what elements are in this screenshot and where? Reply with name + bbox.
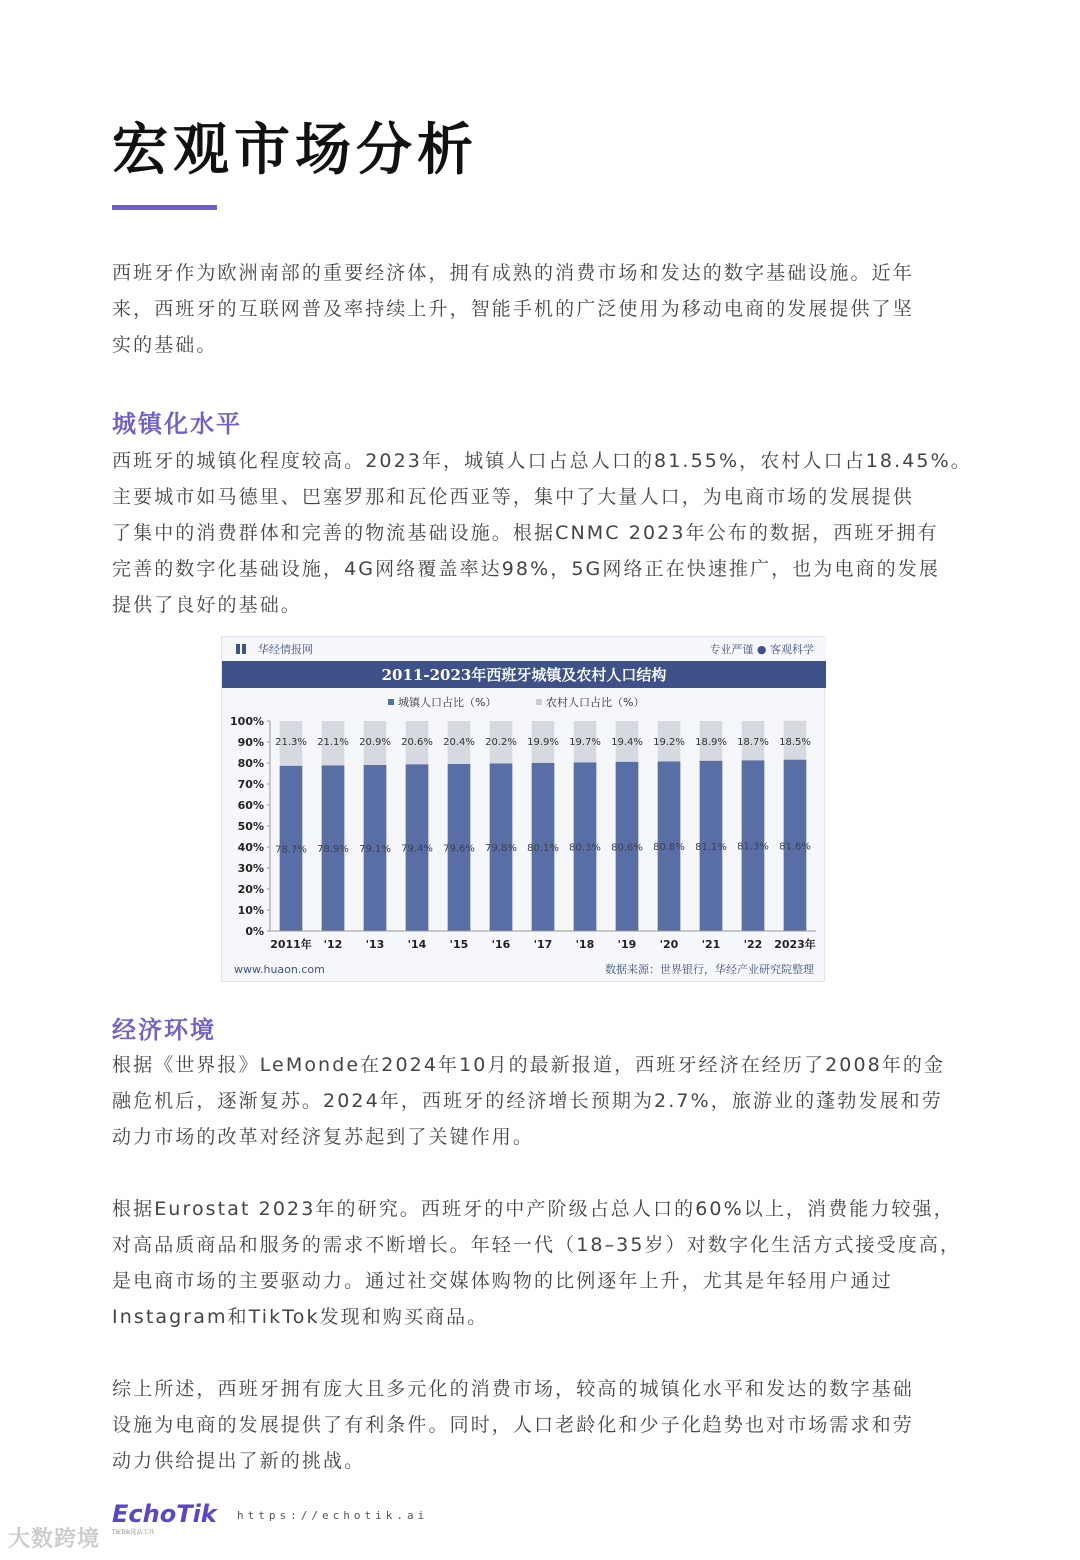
x-tick-label: 2011年 [270,938,312,951]
data-label-rural: 19.4% [611,737,643,748]
y-tick-label: 40% [237,841,264,854]
data-label-urban: 80.6% [611,842,643,854]
chart-tagline: 专业严谨 ● 客观科学 [709,643,814,656]
brand-logo-icon [236,644,240,654]
x-tick-label: '15 [449,938,469,951]
data-label-urban: 79.8% [485,843,517,855]
intro-paragraph: 西班牙作为欧洲南部的重要经济体，拥有成熟的消费市场和发达的数字基础设施。近年 来，西班牙的互联网普及率持续上升，智能手机的广泛使用为移动电商的发展提供了坚 实的基础。 [112,262,914,356]
page-title: 宏观市场分析 [112,117,478,183]
urbanization-paragraph: 西班牙的城镇化程度较高。2023年，城镇人口占总人口的81.55%，农村人口占18.45%。 主要城市如马德里、巴塞罗那和瓦伦西亚等，集中了大量人口，为电商市场的发展提供 了集中的消费群体和完善的物流基础设施。根据CNMC 2023年公布的数据，西班牙拥有 完善的数字化基础设施，4G网络覆盖率达98%，5G网络正在快速推广，也为电商的发展 提供了良好的基础。 [112,450,972,616]
x-axis [270,931,816,951]
data-label-rural: 20.9% [359,737,391,748]
economy-paragraph-1: 根据《世界报》LeMonde在2024年10月的最新报道，西班牙经济在经历了2008年的金 融危机后，逐渐复苏。2024年，西班牙的经济增长预期为2.7%，旅游业的蓬勃发展和劳 动力市场的改革对经济复苏起到了关键作用。 [112,1054,946,1148]
brand-logo-icon-2 [242,644,246,654]
x-tick-label: '13 [365,938,385,951]
x-tick-label: '22 [743,938,763,951]
legend-label-urban: 城镇人口占比（%） [398,696,497,709]
x-tick-label: '21 [701,938,721,951]
data-label-rural: 20.6% [401,737,433,748]
title-underline [112,205,217,210]
data-label-rural: 18.7% [737,737,769,748]
data-label-rural: 19.2% [653,737,685,748]
legend-swatch-urban [388,699,394,705]
legend-swatch-rural [536,699,542,705]
data-label-rural: 21.1% [317,737,349,748]
data-label-urban: 79.6% [443,843,475,855]
watermark: 大数跨境 [8,1527,101,1552]
data-label-urban: 81.3% [737,841,769,853]
data-label-urban: 78.9% [317,844,349,856]
chart-svg [222,637,826,983]
y-tick-label: 100% [230,715,264,728]
legend-label-rural: 农村人口占比（%） [546,696,645,709]
x-tick-label: '16 [491,938,511,951]
y-tick-label: 60% [237,799,264,812]
chart-brand: 华经情报网 [258,643,313,656]
y-tick-label: 0% [245,925,264,938]
y-tick-label: 50% [237,820,264,833]
data-label-rural: 18.9% [695,737,727,748]
echotik-logo: EchoTik [112,1500,217,1528]
data-label-rural: 20.2% [485,737,517,748]
data-label-urban: 80.3% [569,842,601,854]
x-tick-label: 2023年 [774,938,816,951]
y-tick-label: 20% [237,883,264,896]
chart-site: www.huaon.com [234,963,325,976]
section-heading-economy: 经济环境 [112,1016,216,1044]
economy-paragraph-2: 根据Eurostat 2023年的研究。西班牙的中产阶级占总人口的60%以上，消费能力较强， 对高品质商品和服务的需求不断增长。年轻一代（18–35岁）对数字化生活方式接受度高， 是电商市场的主要驱动力。通过社交媒体购物的比例逐年上升，尤其是年轻用户通过 Instagram和TikTok发现和购买商品。 [112,1198,962,1328]
data-label-rural: 18.5% [779,736,811,748]
x-tick-label: '20 [659,938,679,951]
chart-source-note: 数据来源：世界银行，华经产业研究院整理 [605,963,814,976]
x-tick-label: '19 [617,938,637,951]
data-label-urban: 80.1% [527,842,559,854]
y-tick-label: 80% [237,757,264,770]
x-tick-label: '14 [407,938,427,951]
summary-paragraph: 综上所述，西班牙拥有庞大且多元化的消费市场，较高的城镇化水平和发达的数字基础 设施为电商的发展提供了有利条件。同时，人口老龄化和少子化趋势也对市场需求和劳 动力供给提出了新的挑战。 [112,1378,914,1472]
y-tick-label: 70% [237,778,264,791]
data-label-urban: 80.8% [653,842,685,854]
x-tick-label: '12 [323,938,343,951]
section-heading-urbanization: 城镇化水平 [112,410,242,438]
footer-url: https://echotik.ai [237,1509,429,1522]
data-label-urban: 81.6% [779,841,811,853]
data-label-rural: 21.3% [275,737,307,748]
x-tick-label: '17 [533,938,553,951]
chart-title: 2011-2023年西班牙城镇及农村人口结构 [381,666,667,684]
data-label-rural: 19.7% [569,737,601,748]
population-structure-chart [221,636,825,982]
data-label-urban: 81.1% [695,841,727,853]
y-tick-label: 10% [237,904,264,917]
bars-group [275,721,811,931]
data-label-urban: 79.1% [359,843,391,855]
echotik-logo-sub: TikTok选品工具 [112,1529,155,1536]
data-label-rural: 19.9% [527,737,559,748]
y-tick-label: 90% [237,736,264,749]
data-label-urban: 79.4% [401,843,433,855]
data-label-rural: 20.4% [443,737,475,748]
y-tick-label: 30% [237,862,264,875]
y-axis [230,715,270,938]
data-label-urban: 78.7% [275,844,307,856]
x-tick-label: '18 [575,938,595,951]
